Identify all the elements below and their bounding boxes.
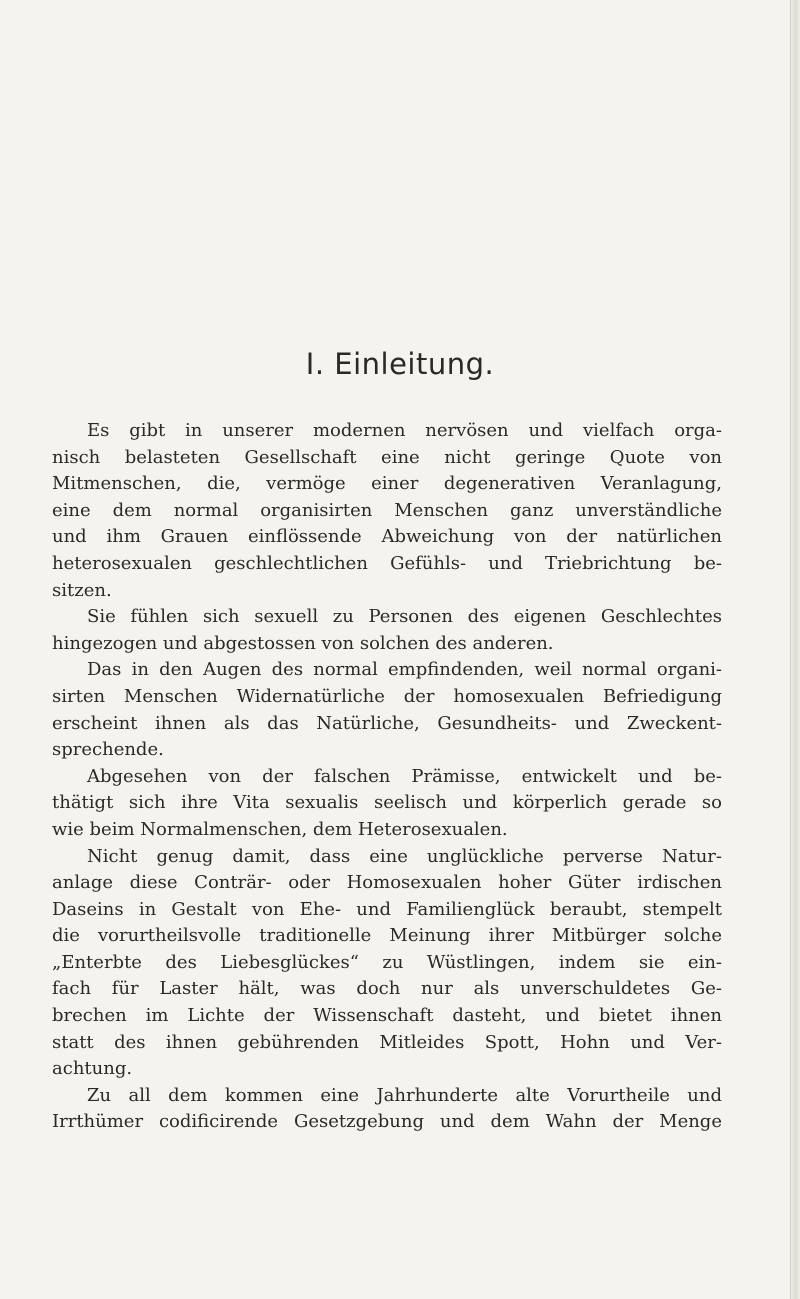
text-line: thätigt sich ihre Vita sexualis seelisch und körperlich gerade so — [52, 792, 722, 814]
text-line: die vorurtheilsvolle traditionelle Meinung ihrer Mitbürger solche — [52, 925, 722, 947]
text-line: hingezogen und abgestossen von solchen des anderen. — [52, 632, 554, 654]
text-line: Nicht genug damit, dass eine unglückliche perverse Natur- — [87, 845, 722, 867]
text-line: und ihm Grauen einflössende Abweichung von der natürlichen — [52, 526, 722, 548]
page-edge — [790, 0, 800, 1299]
text-line: brechen im Lichte der Wissenschaft dasteht, und bietet ihnen — [52, 1005, 722, 1027]
text-line: sitzen. — [52, 579, 112, 601]
text-line: erscheint ihnen als das Natürliche, Gesundheits- und Zweckent- — [52, 712, 722, 734]
text-line: Daseins in Gestalt von Ehe- und Familienglück beraubt, stempelt — [52, 898, 722, 920]
text-line: wie beim Normalmenschen, dem Heterosexualen. — [52, 818, 508, 840]
text-line: statt des ihnen gebührenden Mitleides Spott, Hohn und Ver- — [52, 1031, 722, 1053]
text-line: fach für Laster hält, was doch nur als unverschuldetes Ge- — [52, 978, 722, 1000]
text-line: Zu all dem kommen eine Jahrhunderte alte Vorurtheile und — [87, 1084, 722, 1106]
text-line: nisch belasteten Gesellschaft eine nicht geringe Quote von — [52, 446, 722, 468]
chapter-heading: I. Einleitung. — [305, 347, 495, 381]
text-line: Abgesehen von der falschen Prämisse, entwickelt und be- — [87, 765, 722, 787]
body-text — [52, 418, 722, 1136]
text-line: „Enterbte des Liebesglückes“ zu Wüstlingen, indem sie ein- — [52, 951, 722, 973]
text-line: sprechende. — [52, 739, 164, 761]
text-line: anlage diese Conträr- oder Homosexualen hoher Güter irdischen — [52, 872, 722, 894]
text-line: Das in den Augen des normal empfindenden, weil normal organi- — [87, 659, 722, 681]
text-line: Sie fühlen sich sexuell zu Personen des eigenen Geschlechtes — [87, 606, 722, 628]
text-line: Mitmenschen, die, vermöge einer degenerativen Veranlagung, — [52, 473, 722, 495]
text-line: Irrthümer codificirende Gesetzgebung und dem Wahn der Menge — [52, 1111, 722, 1133]
text-line: Es gibt in unserer modernen nervösen und vielfach orga- — [87, 420, 722, 441]
text-line: heterosexualen geschlechtlichen Gefühls- und Triebrichtung be- — [52, 552, 722, 574]
text-line: eine dem normal organisirten Menschen ganz unverständliche — [52, 499, 722, 521]
text-line: sirten Menschen Widernatürliche der homosexualen Befriedigung — [52, 685, 722, 707]
text-line: achtung. — [52, 1058, 133, 1080]
